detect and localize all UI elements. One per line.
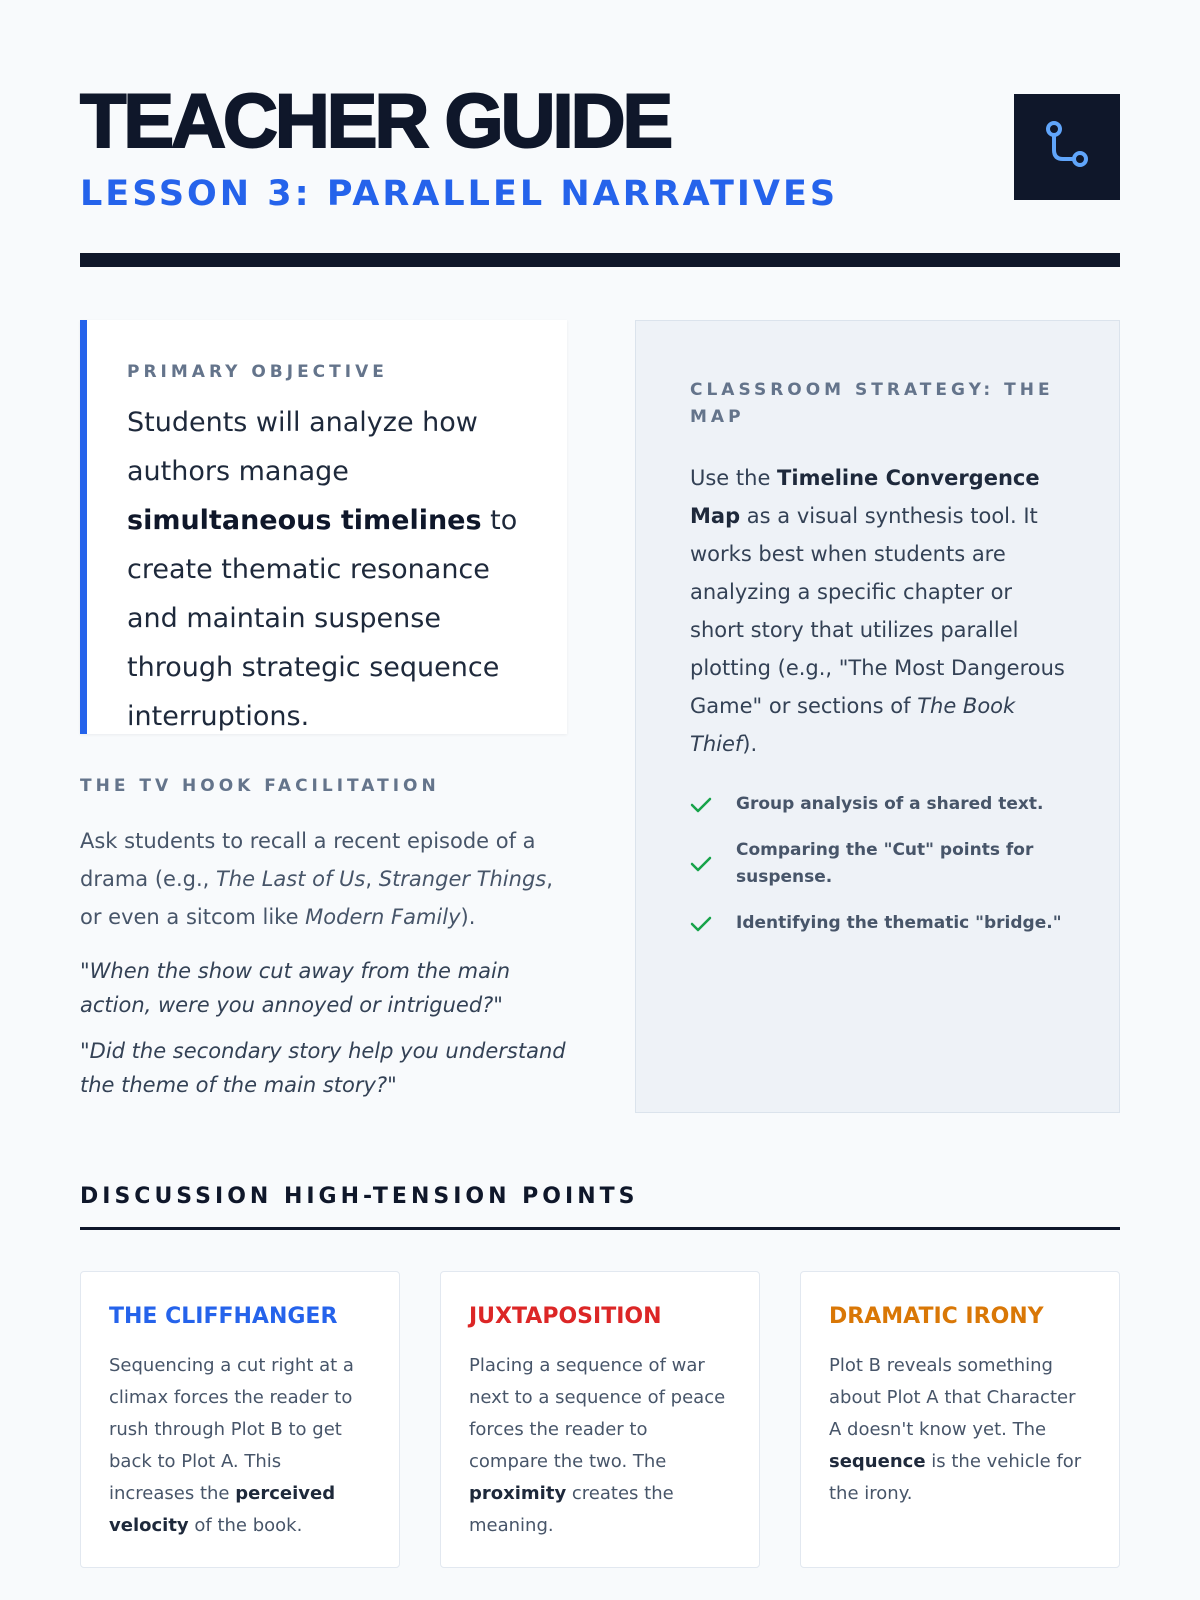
card-text-post: of the book. [188,1515,303,1536]
page-title: TEACHER GUIDE [80,79,671,164]
check-icon [690,856,714,872]
objective-text-pre: Students will analyze how authors manage [127,407,478,487]
strategy-checklist [690,791,1065,937]
checklist-item [690,791,1065,818]
card-text-pre: Plot B reveals something about Plot A that Character A doesn't know yet. The [829,1355,1076,1440]
discussion-card-juxtaposition [440,1271,760,1568]
strategy-text-post: ). [742,732,758,756]
strategy-label: CLASSROOM STRATEGY: THE MAP [690,380,1054,427]
show-title: Stranger Things [378,867,547,891]
card-title: THE CLIFFHANGER [109,1304,338,1329]
card-text-bold: proximity [469,1483,567,1504]
objective-text-bold: simultaneous timelines [127,505,482,536]
tv-hook-section [80,776,570,1102]
check-icon [690,797,714,813]
tv-hook-label: THE TV HOOK FACILITATION [80,776,440,796]
strategy-text-bold: Timeline Convergence Map [690,466,1040,528]
tv-hook-text-1: Ask students to recall a recent episode of a drama (e.g., [80,829,536,891]
branch-icon [1044,120,1090,174]
tv-hook-sep: , [365,867,379,891]
discussion-question: "Did the secondary story help you understand the theme of the main story?" [80,1039,566,1097]
card-text [469,1350,731,1542]
card-text-post: is the vehicle for the irony. [829,1451,1082,1504]
objective-text [127,398,527,741]
checklist-item [690,910,1065,937]
discussion-card-dramatic-irony [800,1271,1120,1568]
checklist-item-label: Identifying the thematic "bridge." [736,913,1062,933]
tv-hook-text-3: ). [460,905,476,929]
show-title: Modern Family [305,905,461,929]
card-text-bold: sequence [829,1451,926,1472]
checklist-item-label: Comparing the "Cut" points for suspense. [736,840,1034,887]
logo [1014,94,1120,200]
book-title: The Book Thief [690,694,1016,756]
card-text-pre: Placing a sequence of war next to a sequence of peace forces the reader to compare the two. The [469,1355,726,1472]
card-text [109,1350,371,1542]
discussion-question: "When the show cut away from the main action, were you annoyed or intrigued?" [80,959,511,1017]
discussion-heading: DISCUSSION HIGH-TENSION POINTS [80,1184,639,1209]
card-text-post: creates the meaning. [469,1483,674,1536]
lesson-subtitle: LESSON 3: PARALLEL NARRATIVES [80,174,839,214]
card-text-pre: Sequencing a cut right at a climax forces the reader to rush through Plot B to get back to Plot A. This increases the [109,1355,354,1504]
strategy-text-mid: as a visual synthesis tool. It works best when students are analyzing a specific chapter or short story that utilizes parallel plotting (e.g., "The Most Dangerous Game" or sections of [690,504,1065,718]
card-title: DRAMATIC IRONY [829,1304,1044,1329]
objective-text-post: to create thematic resonance and maintain suspense through strategic sequence interruptions. [127,505,518,732]
strategy-text-pre: Use the [690,466,778,490]
primary-objective-card [80,320,567,734]
discussion-card-cliffhanger [80,1271,400,1568]
discussion-divider [80,1227,1120,1230]
check-icon [690,916,714,932]
tv-hook-text [80,822,570,936]
tv-hook-text-2: , or even a sitcom like [80,867,553,929]
card-text [829,1350,1091,1510]
card-title: JUXTAPOSITION [469,1304,662,1329]
teacher-guide-page [80,0,1120,1600]
checklist-item-label: Group analysis of a shared text. [736,794,1044,814]
strategy-text [690,459,1065,763]
checklist-item [690,837,1065,891]
show-title: The Last of Us [215,867,366,891]
objective-label: PRIMARY OBJECTIVE [127,362,388,382]
classroom-strategy-panel [635,320,1120,1113]
card-text-bold: perceived velocity [109,1483,336,1536]
header-divider [80,253,1120,267]
